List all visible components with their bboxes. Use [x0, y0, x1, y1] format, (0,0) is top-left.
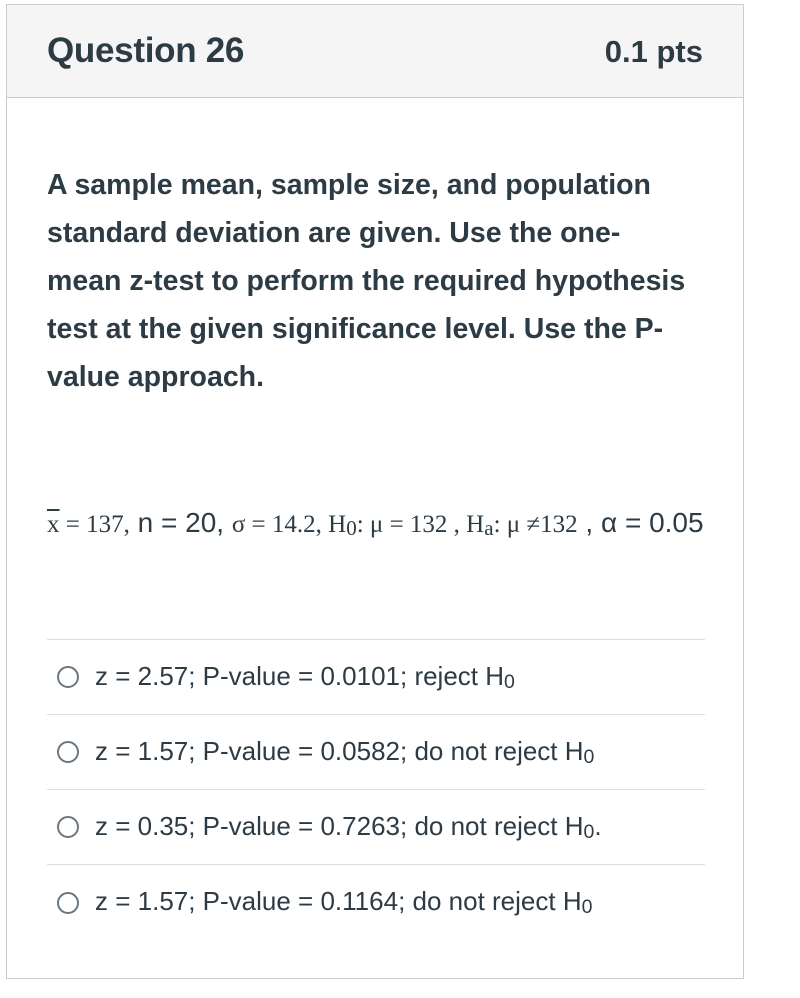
sample-mean-symbol: $\overline{x}$ — [47, 511, 60, 538]
population-sd: σ = 14.2 — [231, 511, 316, 538]
radio-button[interactable] — [57, 666, 79, 688]
answer-label — [95, 661, 515, 694]
significance-level: , α = 0.05 — [577, 507, 704, 538]
answer-option-1[interactable] — [47, 640, 705, 715]
answer-subscript: 0 — [504, 670, 515, 693]
question-points: 0.1 pts — [604, 34, 703, 69]
question-header — [7, 5, 743, 98]
answer-list — [47, 639, 705, 940]
answer-option-2[interactable] — [47, 715, 705, 790]
alt-hypothesis-sub: a — [484, 516, 494, 541]
answer-option-3[interactable] — [47, 790, 705, 865]
alt-hypothesis: : μ ≠132 — [493, 511, 578, 538]
null-hypothesis-sub: 0 — [346, 516, 357, 541]
separator: , — [315, 511, 329, 538]
question-prompt: A sample mean, sample size, and population standard deviation are given. Use the one-mean z-test to perform the required hypothesis test at the given significance level. Use the P-value approach. — [47, 169, 686, 393]
given-values — [47, 499, 712, 552]
answer-label — [95, 811, 602, 844]
sample-size: n = 20, — [129, 507, 232, 538]
null-hypothesis-label: H — [328, 511, 347, 538]
answer-label — [95, 736, 594, 769]
null-hypothesis: : μ = 132 — [356, 511, 448, 538]
answer-text: z = 1.57; P-value = 0.0582; do not reject H — [95, 735, 584, 766]
alt-hypothesis-label: H — [466, 511, 485, 538]
answer-text: z = 0.35; P-value = 0.7263; do not reject H — [95, 810, 584, 841]
radio-button[interactable] — [57, 892, 79, 914]
answer-subscript: 0 — [581, 895, 593, 918]
answer-option-4[interactable] — [47, 865, 705, 940]
question-card — [6, 4, 744, 979]
question-title: Question 26 — [47, 31, 245, 70]
answer-text: z = 2.57; P-value = 0.0101; reject H — [95, 660, 505, 691]
answer-label — [95, 886, 592, 919]
radio-button[interactable] — [57, 741, 79, 763]
answer-suffix: . — [594, 810, 602, 841]
answer-subscript: 0 — [583, 745, 595, 768]
separator: , — [447, 511, 467, 538]
answer-subscript: 0 — [583, 820, 595, 843]
radio-button[interactable] — [57, 816, 79, 838]
answer-text: z = 1.57; P-value = 0.1164; do not reject H — [95, 886, 582, 917]
sample-mean-value: = 137, — [59, 511, 130, 538]
